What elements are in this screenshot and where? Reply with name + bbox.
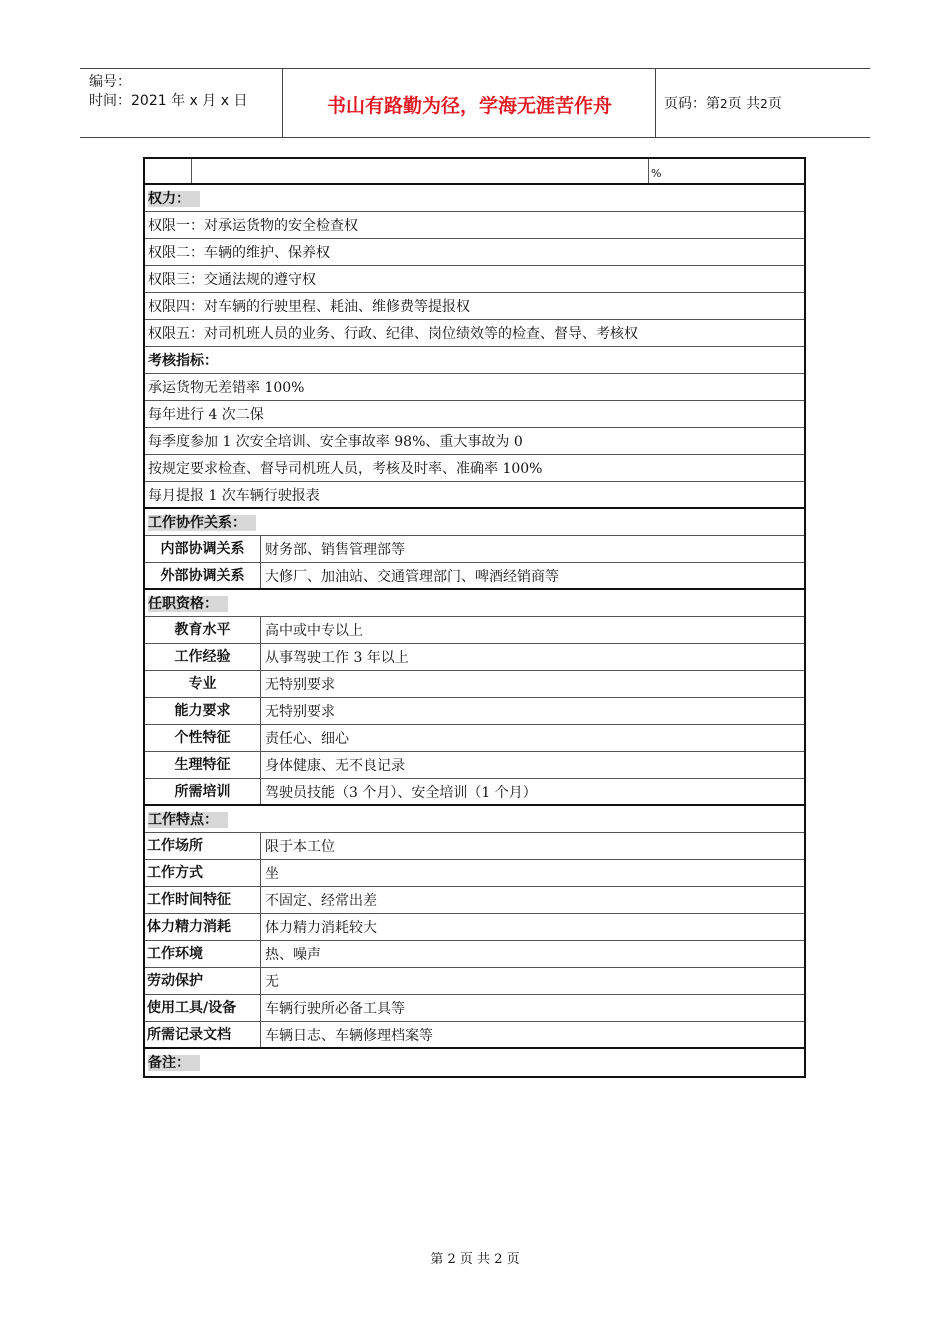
page-total: 2	[760, 97, 768, 111]
list-item	[145, 482, 804, 509]
section-title-authority	[145, 185, 804, 212]
row-label: 教育水平	[145, 617, 261, 643]
table-row	[145, 860, 804, 887]
kpi-item: 每月提报 1 次车辆行驶报表	[148, 488, 320, 504]
row-value: 从事驾驶工作 3 年以上	[265, 650, 409, 666]
row-label: 体力精力消耗	[145, 914, 261, 940]
row-label: 能力要求	[145, 698, 261, 724]
table-row	[145, 617, 804, 644]
row-value: 车辆日志、车辆修理档案等	[265, 1028, 433, 1044]
row-label: 专业	[145, 671, 261, 697]
row-value: 坐	[265, 866, 279, 882]
document-time: 时间：2021 年 x 月 x 日	[89, 93, 248, 109]
row-label: 外部协调关系	[145, 563, 261, 588]
row-value: 热、噪声	[265, 947, 321, 963]
list-item	[145, 239, 804, 266]
page-current: 2	[720, 97, 728, 111]
table-row	[145, 563, 804, 590]
list-item	[145, 212, 804, 239]
row-label: 使用工具/设备	[145, 995, 261, 1021]
table-row	[145, 671, 804, 698]
table-row	[145, 968, 804, 995]
authority-item: 权限二：车辆的维护、保养权	[148, 245, 330, 261]
section-title-cooperation	[145, 509, 804, 536]
table-row	[145, 644, 804, 671]
list-item	[145, 266, 804, 293]
section-title: 工作协作关系：	[148, 515, 256, 531]
row-value: 车辆行驶所必备工具等	[265, 1001, 405, 1017]
kpi-item: 承运货物无差错率 100%	[148, 380, 305, 396]
row-value: 财务部、销售管理部等	[265, 542, 405, 558]
list-item	[145, 455, 804, 482]
row-value: 无特别要求	[265, 704, 335, 720]
row-value: 无	[265, 974, 279, 990]
section-title-qualification	[145, 590, 804, 617]
section-title: 考核指标：	[148, 353, 218, 369]
table-row	[145, 752, 804, 779]
kpi-item: 按规定要求检查、督导司机班人员，考核及时率、准确率 100%	[148, 461, 543, 477]
header-page-number	[664, 93, 782, 113]
section-title-remarks	[145, 1049, 804, 1076]
section-title: 备注：	[148, 1055, 200, 1071]
authority-item: 权限五：对司机班人员的业务、行政、纪律、岗位绩效等的检查、督导、考核权	[148, 326, 638, 342]
page-mid: 页 共	[727, 96, 761, 112]
authority-item: 权限四：对车辆的行驶里程、耗油、维修费等提报权	[148, 299, 470, 315]
row-value: 责任心、细心	[265, 731, 349, 747]
header-meta	[89, 73, 247, 111]
row-value: 驾驶员技能（3 个月）、安全培训（1 个月）	[265, 785, 537, 801]
authority-item: 权限三：交通法规的遵守权	[148, 272, 316, 288]
page-prefix: 页码：第	[664, 96, 720, 112]
row-value: 无特别要求	[265, 677, 335, 693]
table-row	[145, 698, 804, 725]
list-item	[145, 428, 804, 455]
list-item	[145, 401, 804, 428]
row-label: 生理特征	[145, 752, 261, 778]
page-header	[80, 68, 870, 138]
table-row	[145, 941, 804, 968]
row-value: 高中或中专以上	[265, 623, 363, 639]
table-row	[145, 914, 804, 941]
row-value: 身体健康、无不良记录	[265, 758, 405, 774]
row-label: 工作环境	[145, 941, 261, 967]
table-row	[145, 887, 804, 914]
page-footer: 第 2 页 共 2 页	[430, 1252, 520, 1267]
row-value: 大修厂、加油站、交通管理部门、啤酒经销商等	[265, 569, 559, 585]
row-label: 工作时间特征	[145, 887, 261, 913]
section-title: 任职资格：	[148, 596, 228, 612]
document-number-label: 编号：	[89, 74, 131, 90]
table-row	[145, 725, 804, 752]
row-label: 工作方式	[145, 860, 261, 886]
row-value: 体力精力消耗较大	[265, 920, 377, 936]
table-cell	[145, 159, 192, 183]
percent-sign: %	[651, 167, 662, 180]
row-label: 内部协调关系	[145, 536, 261, 562]
table-cell	[191, 159, 649, 183]
page-suffix: 页	[767, 96, 782, 112]
header-motto: 书山有路勤为径，学海无涯苦作舟	[326, 95, 612, 117]
kpi-item: 每年进行 4 次二保	[148, 407, 264, 423]
list-item	[145, 374, 804, 401]
kpi-item: 每季度参加 1 次安全培训、安全事故率 98%、重大事故为 0	[148, 434, 523, 450]
row-label: 个性特征	[145, 725, 261, 751]
table-top-row	[145, 159, 804, 185]
table-row	[145, 1022, 804, 1049]
row-value: 限于本工位	[265, 839, 335, 855]
authority-item: 权限一：对承运货物的安全检查权	[148, 218, 358, 234]
section-title: 权力：	[148, 191, 200, 207]
row-label: 劳动保护	[145, 968, 261, 994]
row-label: 所需培训	[145, 779, 261, 804]
row-label: 所需记录文档	[145, 1022, 261, 1047]
list-item	[145, 293, 804, 320]
section-title: 工作特点：	[148, 812, 228, 828]
table-row	[145, 779, 804, 806]
row-label: 工作经验	[145, 644, 261, 670]
table-row	[145, 995, 804, 1022]
section-title-features	[145, 806, 804, 833]
table-row	[145, 536, 804, 563]
table-row	[145, 833, 804, 860]
row-label: 工作场所	[145, 833, 261, 859]
row-value: 不固定、经常出差	[265, 893, 377, 909]
section-title-kpi	[145, 347, 804, 374]
list-item	[145, 320, 804, 347]
job-description-table	[143, 157, 806, 1078]
